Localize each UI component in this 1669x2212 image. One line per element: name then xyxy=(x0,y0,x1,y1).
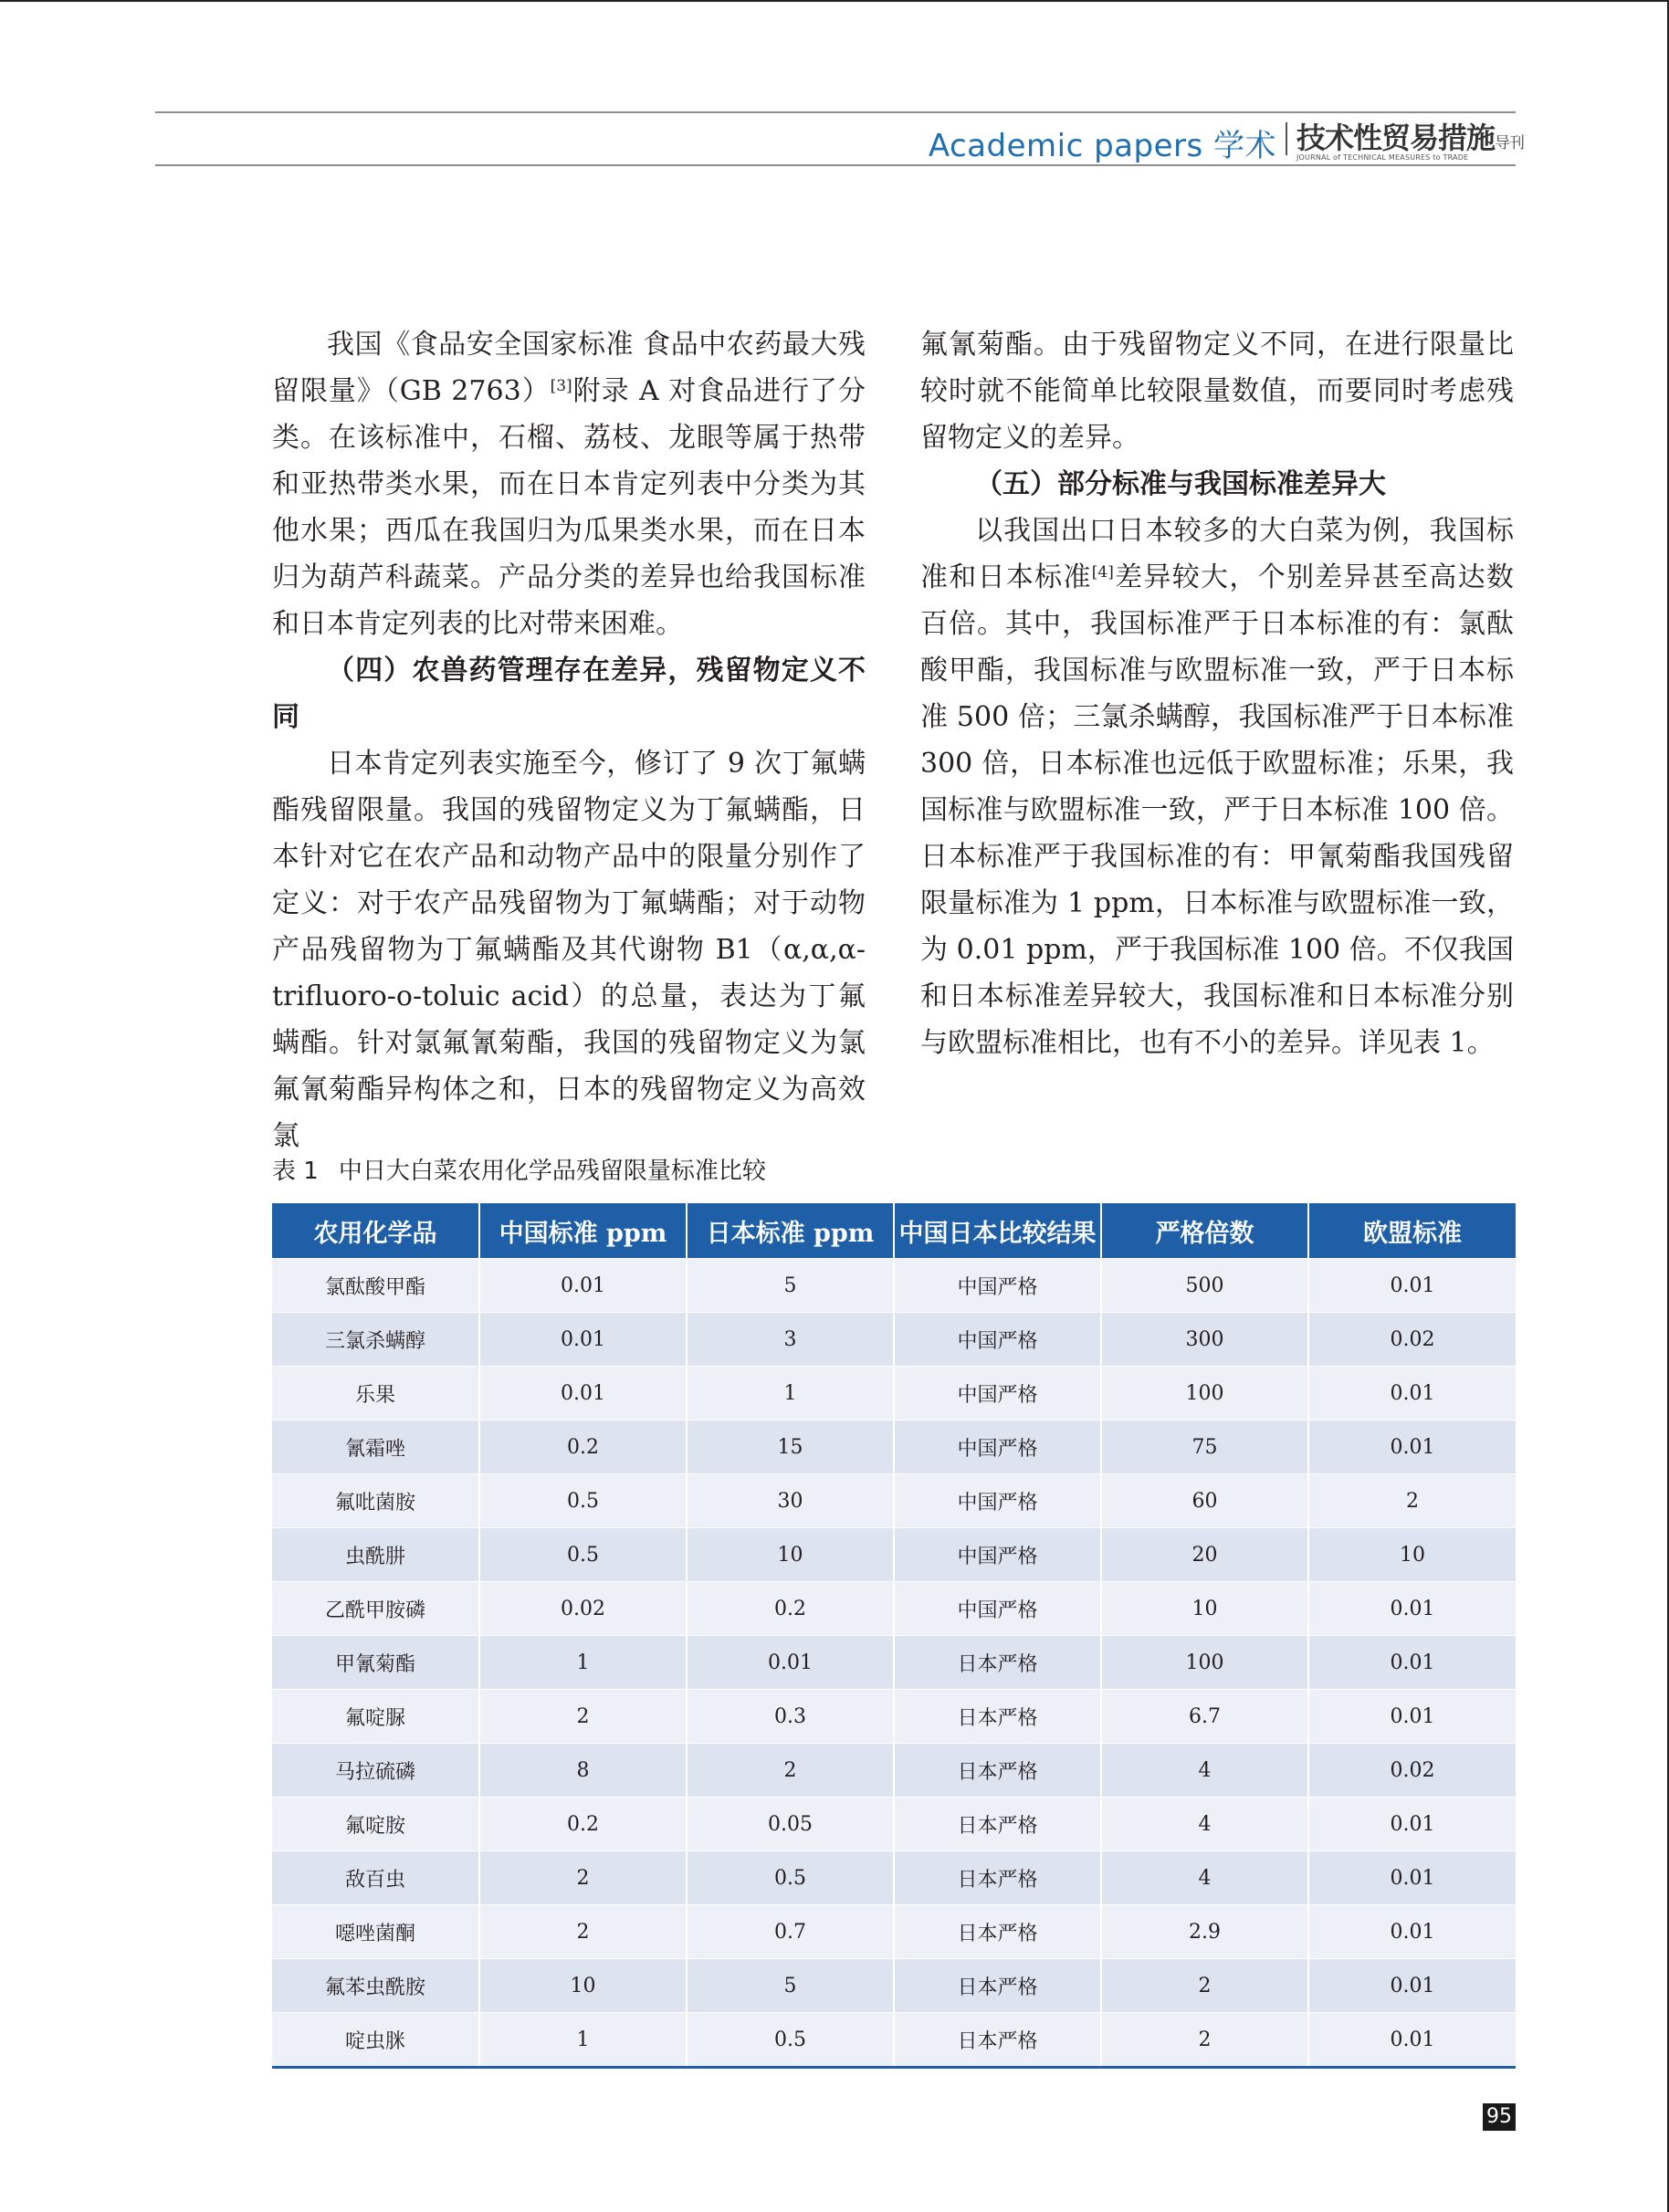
section-heading-4: （四）农兽药管理存在差异，残留物定义不同 xyxy=(272,655,866,733)
table-row xyxy=(272,1636,1516,1690)
table-row xyxy=(272,1421,1516,1474)
table-row xyxy=(272,1851,1516,1905)
right-column xyxy=(920,321,1514,1066)
table-cell: 啶虫脒 xyxy=(272,2013,479,2068)
table-cell: 0.02 xyxy=(1308,1744,1516,1798)
table-cell: 0.01 xyxy=(479,1313,687,1367)
table-cell: 15 xyxy=(687,1421,894,1474)
table-cell: 10 xyxy=(687,1528,894,1582)
table-body xyxy=(272,1259,1516,2068)
table-cell: 氯酞酸甲酯 xyxy=(272,1259,479,1313)
table-cell: 0.5 xyxy=(479,1528,687,1582)
table-cell: 4 xyxy=(1101,1798,1308,1851)
table-row xyxy=(272,1959,1516,2013)
table-cell: 中国严格 xyxy=(894,1259,1101,1313)
table-cell: 氟啶胺 xyxy=(272,1798,479,1851)
table-cell: 乐果 xyxy=(272,1367,479,1421)
table-cell: 氟啶脲 xyxy=(272,1690,479,1744)
table-cell: 0.01 xyxy=(1308,1367,1516,1421)
table-cell: 三氯杀螨醇 xyxy=(272,1313,479,1367)
table-cell: 100 xyxy=(1101,1367,1308,1421)
page-number: 95 xyxy=(1483,2103,1516,2131)
table-header-row xyxy=(272,1203,1516,1259)
column-header: 严格倍数 xyxy=(1101,1203,1308,1259)
table-cell: 0.3 xyxy=(687,1690,894,1744)
section-label: Academic papers 学术 xyxy=(928,128,1276,164)
table-cell: 0.01 xyxy=(479,1259,687,1313)
table-cell: 中国严格 xyxy=(894,1582,1101,1636)
table-cell: 0.02 xyxy=(1308,1313,1516,1367)
table-cell: 敌百虫 xyxy=(272,1851,479,1905)
table-row xyxy=(272,1367,1516,1421)
header-bottom-rule xyxy=(155,164,1516,166)
table-row xyxy=(272,1905,1516,1959)
table-cell: 氰霜唑 xyxy=(272,1421,479,1474)
table-cell: 4 xyxy=(1101,1744,1308,1798)
table-cell: 0.01 xyxy=(1308,1582,1516,1636)
table-cell: 日本严格 xyxy=(894,1905,1101,1959)
table-cell: 500 xyxy=(1101,1259,1308,1313)
table-cell: 2 xyxy=(479,1851,687,1905)
table-cell: 2 xyxy=(1308,1474,1516,1528)
table-cell: 5 xyxy=(687,1259,894,1313)
table-cell: 2 xyxy=(479,1690,687,1744)
paragraph: 日本肯定列表实施至今，修订了 9 次丁氟螨酯残留限量。我国的残留物定义为丁氟螨酯，日本针对它在农产品和动物产品中的限量分别作了定义：对于农产品残留物为丁氟螨酯；对于动物产品残留物为丁氟螨酯及其代谢物 B1（α,α,α-trifluoro-o-toluic acid）的总量，表达为丁氟螨酯。针对氯氟氰菊酯，我国的残留物定义为氯氟氰菊酯异构体之和，日本的残留物定义为高效氯 xyxy=(272,748,866,1152)
table-cell: 0.5 xyxy=(687,1851,894,1905)
column-header: 欧盟标准 xyxy=(1308,1203,1516,1259)
table-cell: 中国严格 xyxy=(894,1313,1101,1367)
table-cell: 0.01 xyxy=(1308,2013,1516,2068)
table-cell: 2 xyxy=(687,1744,894,1798)
table-cell: 2 xyxy=(1101,2013,1308,2068)
column-header: 农用化学品 xyxy=(272,1203,479,1259)
column-header: 日本标准 ppm xyxy=(687,1203,894,1259)
table-cell: 0.5 xyxy=(687,2013,894,2068)
table-cell: 日本严格 xyxy=(894,1636,1101,1690)
journal-english-name: JOURNAL of TECHNICAL MEASURES to TRADE xyxy=(1296,153,1469,162)
table-cell: 0.02 xyxy=(479,1582,687,1636)
table-cell: 0.2 xyxy=(479,1798,687,1851)
table-cell: 5 xyxy=(687,1959,894,2013)
table-cell: 日本严格 xyxy=(894,1851,1101,1905)
table-cell: 0.01 xyxy=(687,1636,894,1690)
table-cell: 0.5 xyxy=(479,1474,687,1528)
table-cell: 乙酰甲胺磷 xyxy=(272,1582,479,1636)
table-cell: 2 xyxy=(1101,1959,1308,2013)
residue-limit-table xyxy=(272,1203,1516,2069)
running-header xyxy=(155,113,1525,164)
table-cell: 20 xyxy=(1101,1528,1308,1582)
table-row xyxy=(272,1582,1516,1636)
paragraph: 我国《食品安全国家标准 食品中农药最大残留限量》（GB 2763）[3]附录 A 对食品进行了分类。在该标准中，石榴、荔枝、龙眼等属于热带和亚热带类水果，而在日本肯定列表中分类为其他水果；西瓜在我国归为瓜果类水果，而在日本归为葫芦科蔬菜。产品分类的差异也给我国标准和日本肯定列表的比对带来困难。 xyxy=(272,329,866,640)
table-cell: 0.7 xyxy=(687,1905,894,1959)
table-cell: 0.01 xyxy=(1308,1851,1516,1905)
table-cell: 噁唑菌酮 xyxy=(272,1905,479,1959)
table-cell: 100 xyxy=(1101,1636,1308,1690)
table-cell: 0.01 xyxy=(1308,1636,1516,1690)
table-cell: 8 xyxy=(479,1744,687,1798)
table-row xyxy=(272,2013,1516,2068)
table-cell: 10 xyxy=(1308,1528,1516,1582)
column-header: 中国标准 ppm xyxy=(479,1203,687,1259)
table-cell: 日本严格 xyxy=(894,2013,1101,2068)
table-cell: 0.05 xyxy=(687,1798,894,1851)
table-cell: 日本严格 xyxy=(894,1744,1101,1798)
table-row xyxy=(272,1259,1516,1313)
column-header: 中国日本比较结果 xyxy=(894,1203,1101,1259)
table-cell: 中国严格 xyxy=(894,1528,1101,1582)
table-cell: 1 xyxy=(687,1367,894,1421)
table-cell: 日本严格 xyxy=(894,1690,1101,1744)
table-cell: 0.01 xyxy=(1308,1421,1516,1474)
table-row xyxy=(272,1474,1516,1528)
table-cell: 300 xyxy=(1101,1313,1308,1367)
table-row xyxy=(272,1528,1516,1582)
table-number: 表 1 xyxy=(272,1158,319,1185)
table-cell: 1 xyxy=(479,1636,687,1690)
left-column xyxy=(272,321,866,1159)
table-title: 中日大白菜农用化学品残留限量标准比较 xyxy=(338,1158,766,1185)
table-cell: 0.01 xyxy=(1308,1690,1516,1744)
table-cell: 0.2 xyxy=(479,1421,687,1474)
table-row xyxy=(272,1313,1516,1367)
table-cell: 3 xyxy=(687,1313,894,1367)
paragraph: 以我国出口日本较多的大白菜为例，我国标准和日本标准[4]差异较大，个别差异甚至高达数百倍。其中，我国标准严于日本标准的有：氯酞酸甲酯，我国标准与欧盟标准一致，严于日本标准 500 倍；三氯杀螨醇，我国标准严于日本标准 300 倍，日本标准也远低于欧盟标准；乐果，我国标准与欧盟标准一致，严于日本标准 100 倍。日本标准严于我国标准的有：甲氰菊酯我国残留限量标准为 1 ppm，日本标准与欧盟标准一致，为 0.01 ppm，严于我国标准 100 倍。不仅我国和日本标准差异较大，我国标准和日本标准分别与欧盟标准相比，也有不小的差异。详见表 1。 xyxy=(920,515,1515,1059)
table-cell: 马拉硫磷 xyxy=(272,1744,479,1798)
table-cell: 日本严格 xyxy=(894,1959,1101,2013)
table-cell: 0.01 xyxy=(1308,1798,1516,1851)
table-cell: 1 xyxy=(479,2013,687,2068)
table-row xyxy=(272,1744,1516,1798)
table-cell: 60 xyxy=(1101,1474,1308,1528)
table-cell: 甲氰菊酯 xyxy=(272,1636,479,1690)
table-cell: 中国严格 xyxy=(894,1367,1101,1421)
section-heading-5: （五）部分标准与我国标准差异大 xyxy=(975,468,1386,500)
header-separator xyxy=(1286,122,1287,155)
table-cell: 中国严格 xyxy=(894,1421,1101,1474)
table-cell: 0.01 xyxy=(479,1367,687,1421)
table-cell: 75 xyxy=(1101,1421,1308,1474)
table-cell: 10 xyxy=(1101,1582,1308,1636)
table-cell: 0.2 xyxy=(687,1582,894,1636)
table-cell: 6.7 xyxy=(1101,1690,1308,1744)
journal-logo xyxy=(1296,115,1525,162)
table-cell: 30 xyxy=(687,1474,894,1528)
table-cell: 0.01 xyxy=(1308,1959,1516,2013)
table-cell: 4 xyxy=(1101,1851,1308,1905)
table-cell: 2.9 xyxy=(1101,1905,1308,1959)
table-cell: 氟吡菌胺 xyxy=(272,1474,479,1528)
paragraph: 氟氰菊酯。由于残留物定义不同，在进行限量比较时就不能简单比较限量数值，而要同时考虑残留物定义的差异。 xyxy=(920,329,1514,454)
journal-name: 技术性贸易措施导刊 xyxy=(1296,121,1525,155)
table-cell: 中国严格 xyxy=(894,1474,1101,1528)
table-cell: 10 xyxy=(479,1959,687,2013)
table-cell: 日本严格 xyxy=(894,1798,1101,1851)
table-cell: 虫酰肼 xyxy=(272,1528,479,1582)
table-caption xyxy=(272,1152,766,1186)
table-cell: 2 xyxy=(479,1905,687,1959)
table-row xyxy=(272,1690,1516,1744)
table-cell: 0.01 xyxy=(1308,1259,1516,1313)
table-cell: 氟苯虫酰胺 xyxy=(272,1959,479,2013)
reference-3[interactable]: [3] xyxy=(550,377,572,395)
reference-4[interactable]: [4] xyxy=(1091,563,1114,582)
table-cell: 0.01 xyxy=(1308,1905,1516,1959)
table-row xyxy=(272,1798,1516,1851)
page-top-border xyxy=(0,0,1669,2)
